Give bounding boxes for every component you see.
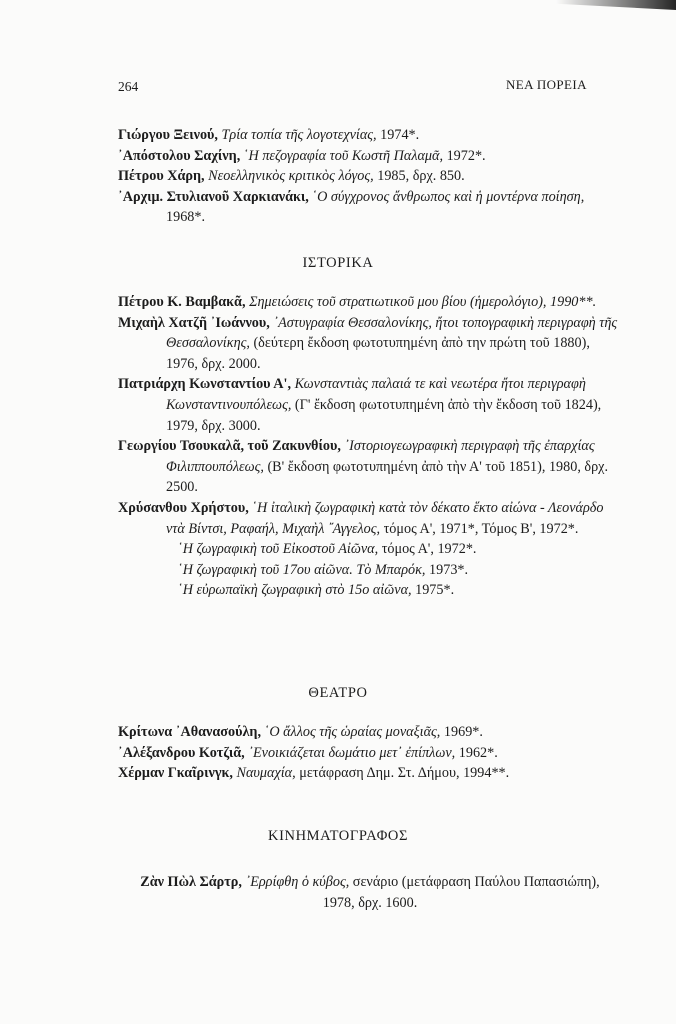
entry-title: ῾Η ζωγραφικὴ τοῦ Εἰκοστοῦ Αἰῶνα, xyxy=(178,541,379,558)
bibliography-entry-continuation xyxy=(118,539,618,560)
entry-details: (Β' ἔκδοση φωτοτυπημένη ἀπὸ τὴν Α' τοῦ 1851), 1980, δρχ. 2500. xyxy=(166,458,609,496)
entry-author: Χέρμαν Γκαῖρινγκ, xyxy=(118,765,233,782)
entry-title: ῾Ο ἄλλος τῆς ὡραίας μοναξιᾶς, xyxy=(264,724,441,740)
bibliography-entry-continuation xyxy=(118,560,618,581)
section-heading-kinimatografos: ΚΙΝΗΜΑΤΟΓΡΑΦΟΣ xyxy=(268,828,408,844)
entry-author: Πέτρου Κ. Βαμβακᾶ, xyxy=(118,294,246,310)
bibliography-group-1 xyxy=(118,125,618,228)
bibliography-kinimatografos xyxy=(130,872,610,913)
entry-title: Κωνσταντιὰς παλαιά τε καὶ νεωτέρα ἤτοι περιγραφὴ Κωνσταντινουπόλεως, xyxy=(166,376,586,413)
bibliography-entry xyxy=(130,872,610,913)
entry-title: ῾Η ζωγραφικὴ τοῦ 17ου αἰῶνα. Τὸ Μπαρόκ, xyxy=(178,561,426,578)
entry-author: Γιώργου Ξεινού, xyxy=(118,127,218,143)
entry-title: ῾Η πεζογραφία τοῦ Κωστῆ Παλαμᾶ, xyxy=(243,147,444,164)
section-heading-theatro: ΘΕΑΤΡΟ xyxy=(308,685,368,701)
scan-edge-shadow xyxy=(556,0,676,10)
entry-details: (δεύτερη ἔκδοση φωτοτυπημένη ἀπὸ την πρώτη τοῦ 1880), 1976, δρχ. 2000. xyxy=(166,335,590,372)
entry-author: Γεωργίου Τσουκαλᾶ, τοῦ Ζακυνθίου, xyxy=(118,438,341,455)
entry-title: ᾿Αστυγραφία Θεσσαλονίκης, ἤτοι τοπογραφικὴ περιγραφὴ τῆς Θεσσαλονίκης, xyxy=(166,314,618,352)
entry-details: 1985, δρχ. 850. xyxy=(377,168,465,185)
entry-author: Ζὰν Πὼλ Σάρτρ, xyxy=(140,874,242,890)
entry-author: ᾿Απόστολου Σαχίνη, xyxy=(118,147,241,164)
entry-author: Χρύσανθου Χρήστου, xyxy=(118,499,249,516)
bibliography-entry xyxy=(118,374,618,436)
entry-title: Νεοελληνικὸς κριτικὸς λόγος, xyxy=(208,168,374,185)
bibliography-entry xyxy=(118,498,618,539)
entry-details: 1973*. xyxy=(429,561,469,578)
bibliography-entry-continuation xyxy=(118,580,618,601)
bibliography-entry xyxy=(118,166,618,187)
entry-details: τόμος Α', 1971*, Τόμος Β', 1972*. xyxy=(383,520,579,537)
entry-author: Πέτρου Χάρη, xyxy=(118,168,205,185)
bibliography-entry xyxy=(118,292,618,313)
entry-title: Τρία τοπία τῆς λογοτεχνίας, xyxy=(221,127,377,143)
entry-title: Ναυμαχία, xyxy=(236,765,296,782)
bibliography-entry xyxy=(118,125,618,146)
bibliography-entry xyxy=(118,436,618,498)
entry-author: Πατριάρχη Κωνσταντίου Α', xyxy=(118,376,292,393)
entry-details: 1972*. xyxy=(446,147,486,164)
entry-details: τόμος Α', 1972*. xyxy=(381,541,477,558)
entry-title: ῾Η εὐρωπαϊκὴ ζωγραφικὴ στὸ 15ο αἰῶνα, xyxy=(178,582,412,599)
entry-author: ᾿Αρχιμ. Στυλιανοῦ Χαρκιανάκι, xyxy=(118,188,309,205)
running-head: ΝΕΑ ΠΟΡΕΙΑ xyxy=(506,77,587,92)
bibliography-entry xyxy=(118,187,618,228)
entry-title: ᾿Ιστοριογεωγραφικὴ περιγραφὴ τῆς ἐπαρχίας Φιλιππουπόλεως, xyxy=(166,438,595,475)
entry-title: ῾Ο σύγχρονος ἄνθρωπος καὶ ἡ μοντέρνα ποίηση, xyxy=(312,188,585,205)
entry-title: ῾Η ἰταλικὴ ζωγραφικὴ κατὰ τὸν δέκατο ἕκτο αἰώνα - Λεονάρδο ντὰ Βίντσι, Ραφαήλ, Μιχαὴλ ῎Αγγελος, xyxy=(166,499,604,537)
bibliography-entry xyxy=(118,743,638,764)
entry-details: 1969*. xyxy=(443,724,483,740)
entry-details: 1962*. xyxy=(458,744,498,761)
entry-author: ᾿Αλέξανδρου Κοτζιᾶ, xyxy=(118,744,245,761)
entry-details: 1975*. xyxy=(415,582,455,599)
entry-details: 1974*. xyxy=(380,127,420,143)
entry-title: ᾿Ενοικιάζεται δωμάτιο μετ᾿ ἐπίπλων, xyxy=(248,744,456,761)
entry-details: 1968*. xyxy=(166,209,206,226)
entry-details: (Γ' ἔκδοση φωτοτυπημένη ἀπὸ τὴν ἔκδοση τοῦ 1824), 1979, δρχ. 3000. xyxy=(166,396,602,434)
bibliography-entry xyxy=(118,146,618,167)
section-heading-historika: ΙΣΤΟΡΙΚΑ xyxy=(302,255,374,271)
entry-author: Μιχαὴλ Χατζῆ ᾿Ιωάννου, xyxy=(118,314,270,331)
bibliography-historika xyxy=(118,292,618,601)
page-number: 264 xyxy=(118,79,139,94)
bibliography-entry xyxy=(118,722,638,743)
entry-details: μετάφραση Δημ. Στ. Δήμου, 1994**. xyxy=(299,765,510,782)
bibliography-entry xyxy=(118,763,638,784)
entry-title: Σημειώσεις τοῦ στρατιωτικοῦ μου βίου (ἡμερολόγιο), 1990**. xyxy=(249,294,597,310)
bibliography-theatro xyxy=(118,722,638,784)
entry-title: ᾿Ερρίφθη ὁ κύβος, xyxy=(245,874,350,890)
entry-details: σενάριο (μετάφραση Παύλου Παπασιώπη), 1978, δρχ. 1600. xyxy=(322,874,600,911)
bibliography-entry xyxy=(118,313,618,375)
entry-author: Κρίτωνα ᾿Αθανασούλη, xyxy=(118,724,262,740)
